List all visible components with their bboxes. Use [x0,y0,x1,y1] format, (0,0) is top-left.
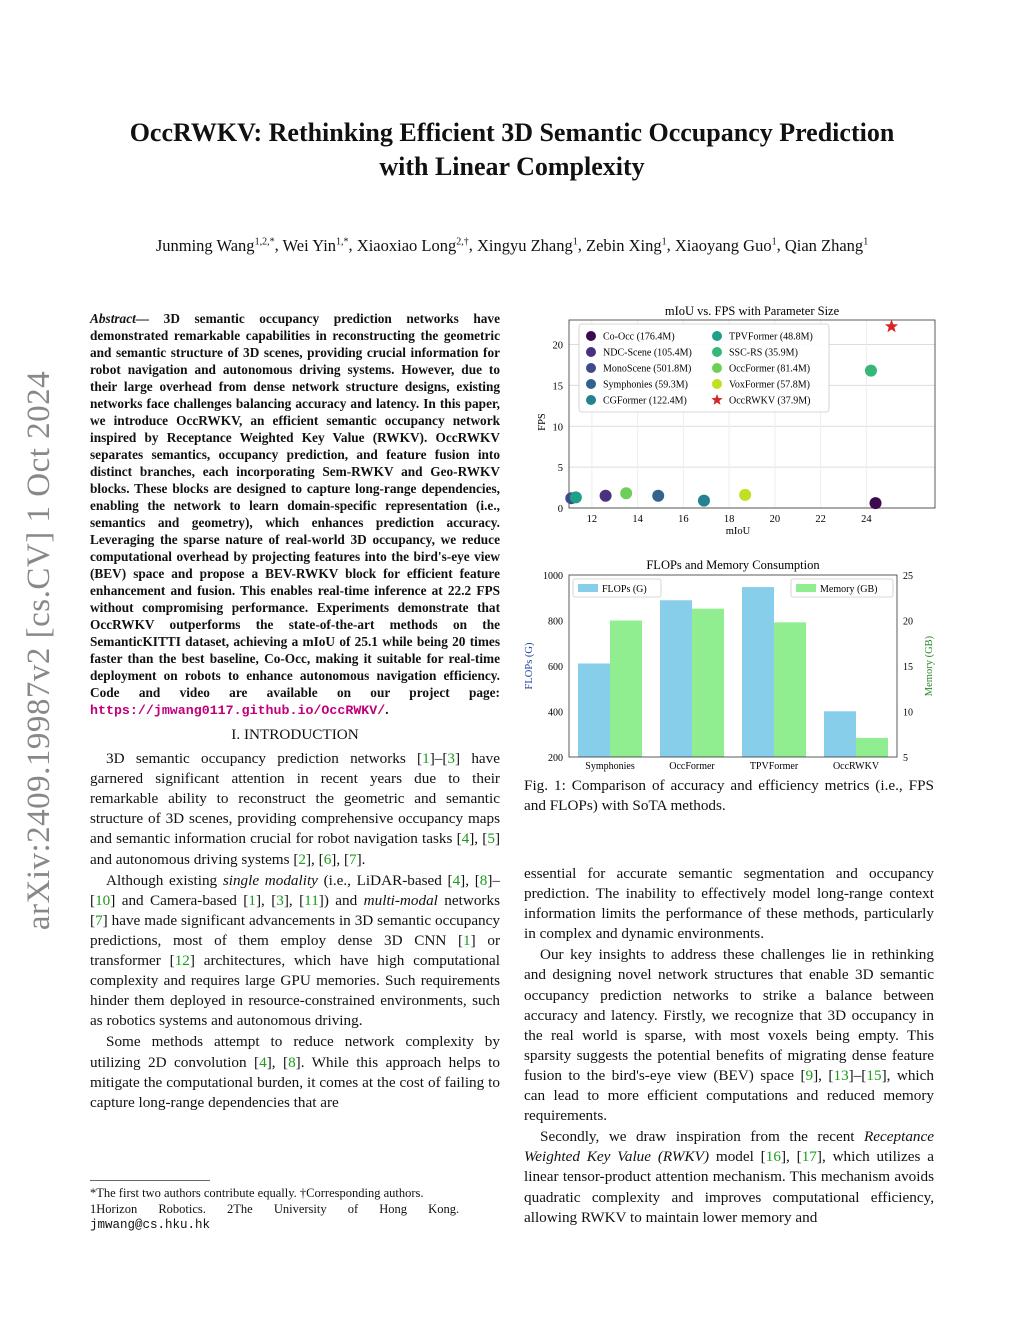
legend-label: CGFormer (122.4M) [603,395,687,407]
right-tick-label: 20 [903,616,913,628]
legend-label: FLOPs (G) [602,584,647,595]
x-tick-label: 14 [632,514,643,525]
legend-label: MonoScene (501.8M) [603,363,692,375]
legend-label: SSC-RS (35.9M) [729,347,798,359]
right-paragraph-1: essential for accurate semantic segmentation and occupancy prediction. The inability to effectively model long-range context information limits the performance of these methods, particularly in complex and dynamic environments. [524,865,934,943]
category-label: TPVFormer [749,761,799,772]
legend-label: NDC-Scene (105.4M) [603,347,692,359]
footnote-affiliations: 1Horizon Robotics. 2The University of Hong Kong. [90,1202,460,1216]
left-axis-label: FLOPs (G) [524,642,535,690]
category-label: Symphonies [585,761,635,772]
data-point [739,489,751,501]
author-name: Xiaoxiao Long$^{2,\dagger}$ [356,235,469,255]
legend-label: Co-Occ (176.4M) [603,331,675,343]
category-label: OccFormer [669,761,715,772]
x-tick-label: 24 [861,514,872,525]
y-tick-label: 0 [557,504,563,515]
y-tick-label: 5 [557,463,563,475]
left-tick-label: 400 [548,707,563,719]
author-name: Junming Wang$^{1,2,*}$ [155,235,275,255]
bar-chart [520,555,940,777]
footnote-email: jmwang@cs.hku.hk [90,1218,211,1232]
chart-title: mIoU vs. FPS with Parameter Size [664,304,840,318]
left-column [90,310,500,1114]
category-label: OccRWKV [832,761,880,772]
intro-paragraph-1: 3D semantic occupancy prediction networks [1]–[3] have garnered significant attention in recent years due to their remarkable ability to reconstruct the geometric and semantic structure of 3D scenes, providing comprehensive occupancy maps and semantic information crucial for robot navigation tasks [4], [5] and autonomous driving systems [2], [6], [7]. [90,750,500,868]
bar [610,621,642,758]
data-point [570,491,582,503]
y-tick-label: 20 [552,340,563,352]
legend-label: Symphonies (59.3M) [603,379,688,391]
footnote-contribution: *The first two authors contribute equally. †Corresponding authors. [90,1186,424,1200]
author-name: Xingyu Zhang$^1$ [476,235,578,255]
bar [824,711,856,757]
x-axis-label: mIoU [725,526,751,537]
x-tick-label: 18 [723,514,735,525]
author-name: Xiaoyang Guo$^1$ [674,235,777,255]
left-tick-label: 600 [548,662,563,673]
right-tick-label: 15 [903,662,913,673]
y-axis-label: FPS [537,413,548,431]
arxiv-stamp: arXiv:2409.19987v2 [cs.CV] 1 Oct 2024 [21,370,58,930]
legend-marker [586,347,596,357]
intro-paragraph-3: Some methods attempt to reduce network complexity by utilizing 2D convolution [4], [8]. While this approach helps to mitigate the computational burden, it comes at the cost of failing to capture long-range dependencies that are [90,1033,500,1111]
legend-swatch [578,584,598,592]
paper-title [90,116,934,184]
data-point [870,497,882,509]
left-tick-label: 200 [548,753,563,764]
legend-label: OccFormer (81.4M) [729,363,811,375]
data-point [865,365,877,377]
left-tick-label: 1000 [543,571,563,582]
bar [660,600,692,757]
legend-label: Memory (GB) [820,584,878,595]
author-name: Zebin Xing$^1$ [586,235,667,255]
data-point [600,490,612,502]
right-axis-label: Memory (GB) [924,635,935,697]
author-name: Wei Yin$^{1,*}$ [282,235,349,255]
y-tick-label: 15 [552,381,563,393]
scatter-chart [520,300,940,548]
intro-paragraph-2: Although existing single modality (i.e., LiDAR-based [4], [8]–[10] and Camera-based [1], [3], [11]) and multi-modal networks [7] have made significant advancements in 3D semantic occupancy predictions, most of them employ dense 3D CNN [1] or transformer [12] architectures, which have high computational complexity and requires large GPU memories. Such requirements hinder them deployed in resource-constrained environments, such as robotics systems and autonomous driving. [90,871,501,1030]
legend-marker [586,379,596,389]
right-column [524,864,934,1229]
legend-marker [586,363,596,373]
x-tick-label: 16 [678,514,689,525]
title-line-2: with Linear Complexity [379,152,645,181]
x-tick-label: 22 [815,514,826,525]
legend-marker [712,347,722,357]
right-paragraph-3: Secondly, we draw inspiration from the recent Receptance Weighted Key Value (RWKV) model [16], [17], which utilizes a linear tensor-product attention mechanism. This mechanism avoids quadratic complexity and improves computational efficiency, allowing RWKV to maintain lower memory and [524,1128,934,1226]
x-tick-label: 20 [769,514,781,525]
footnotes [90,1180,500,1233]
bar [774,622,806,757]
data-point [652,490,664,502]
legend-label: VoxFormer (57.8M) [729,379,810,391]
legend-label: TPVFormer (48.8M) [729,331,813,343]
legend-marker [586,395,596,405]
legend-label: OccRWKV (37.9M) [729,395,811,407]
footnote-rule [90,1180,210,1181]
figure-caption: Fig. 1: Comparison of accuracy and efficiency metrics (i.e., FPS and FLOPs) with SoTA methods. [524,777,934,814]
data-point [885,320,898,333]
left-tick-label: 800 [548,616,563,628]
right-paragraph-2: Our key insights to address these challenges lie in rethinking and designing novel network structures that enable 3D semantic occupancy prediction networks to strike a balance between accuracy and latency. Firstly, we recognize that 3D occupancy in the real world is sparse, with most voxels being empty. This sparsity suggests the potential benefits of migrating dense feature fusion to the bird's-eye view (BEV) space [9], [13]–[15], which can lead to more efficient computations and reduced memory requirements. [524,946,934,1125]
right-tick-label: 5 [903,753,908,764]
right-tick-label: 10 [903,707,913,719]
data-point [620,487,632,499]
author-name: Qian Zhang$^1$ [784,235,869,255]
bar [742,587,774,757]
abstract-text: 3D semantic occupancy prediction networks have demonstrated remarkable capabilities in reconstructing the geometric and semantic structure of 3D scenes, providing crucial information for robot navigation and autonomous driving systems. However, due to their large overhead from dense network structure designs, existing networks face challenges balancing accuracy and latency. In this paper, we introduce OccRWKV, an efficient semantic occupancy network inspired by Receptance Weighted Key Value (RWKV). OccRWKV separates semantics, occupancy prediction, and feature fusion into distinct branches, each incorporating Sem-RWKV and Geo-RWKV blocks. These blocks are designed to capture long-range dependencies, enabling the network to learn domain-specific representation (i.e., semantics and geometry), which enhances prediction accuracy. Leveraging the sparse nature of real-world 3D occupancy, we reduce computational overhead by projecting features into the bird's-eye view (BEV) space and propose a BEV-RWKV block for efficient feature enhancement and fusion. This enables real-time inference at 22.2 FPS without compromising performance. Experiments demonstrate that OccRWKV outperforms the state-of-the-art methods on the SemanticKITTI dataset, achieving a mIoU of 25.1 while being 20 times faster than the best baseline, Co-Occ, making it suitable for real-time deployment on robots to enhance autonomous navigation efficiency. Code and video are available on our project page: [90,311,500,700]
bar [856,738,888,757]
abstract: Abstract— 3D semantic occupancy prediction networks have demonstrated remarkable capabilities in reconstructing the geometric and semantic structure of 3D scenes, providing crucial information for robot navigation and autonomous driving systems. However, due to their large overhead from dense network structure designs, existing networks face challenges balancing accuracy and latency. In this paper, we introduce OccRWKV, an efficient semantic occupancy network inspired by Receptance Weighted Key Value (RWKV). OccRWKV separates semantics, occupancy prediction, and feature fusion into distinct branches, each incorporating Sem-RWKV and Geo-RWKV blocks. These blocks are designed to capture long-range dependencies, enabling the network to learn domain-specific representation (i.e., semantics and geometry), which enhances prediction accuracy. Leveraging the sparse nature of real-world 3D occupancy, we reduce computational overhead by projecting features into the bird's-eye view (BEV) space and propose a BEV-RWKV block for efficient feature enhancement and fusion. This enables real-time inference at 22.2 FPS without compromising performance. Experiments demonstrate that OccRWKV outperforms the state-of-the-art methods on the SemanticKITTI dataset, achieving a mIoU of 25.1 while being 20 times faster than the best baseline, Co-Occ, making it suitable for real-time deployment on robots to enhance autonomous navigation efficiency. Code and video are available on our project page: https://jmwang0117.github.io/OccRWKV/. [90,311,500,718]
author-list: Junming Wang$^{1,2,*}$, Wei Yin$^{1,*}$, Xiaoxiao Long$^{2,\dagger}$, Xingyu Zhang$^1$, Zebin Xing$^1$, Xiaoyang Guo$^1$, Qian Zhang$^1$ [155,235,869,255]
legend-marker [712,331,722,341]
bar [692,609,724,757]
x-tick-label: 12 [586,514,598,525]
legend-swatch [796,584,816,592]
bar [578,663,610,757]
figure-1 [520,300,940,782]
title-line-1: OccRWKV: Rethinking Efficient 3D Semantic Occupancy Prediction [129,118,895,147]
right-tick-label: 25 [903,571,913,582]
section-heading-introduction: I. INTRODUCTION [231,726,359,743]
legend-marker [586,331,596,341]
project-page-link[interactable]: https://jmwang0117.github.io/OccRWKV/ [90,703,386,718]
legend-marker [712,379,722,389]
chart-title: FLOPs and Memory Consumption [646,558,820,572]
data-point [698,495,710,507]
y-tick-label: 10 [552,422,563,434]
abstract-label: Abstract— [90,311,150,326]
legend-marker [712,363,722,373]
